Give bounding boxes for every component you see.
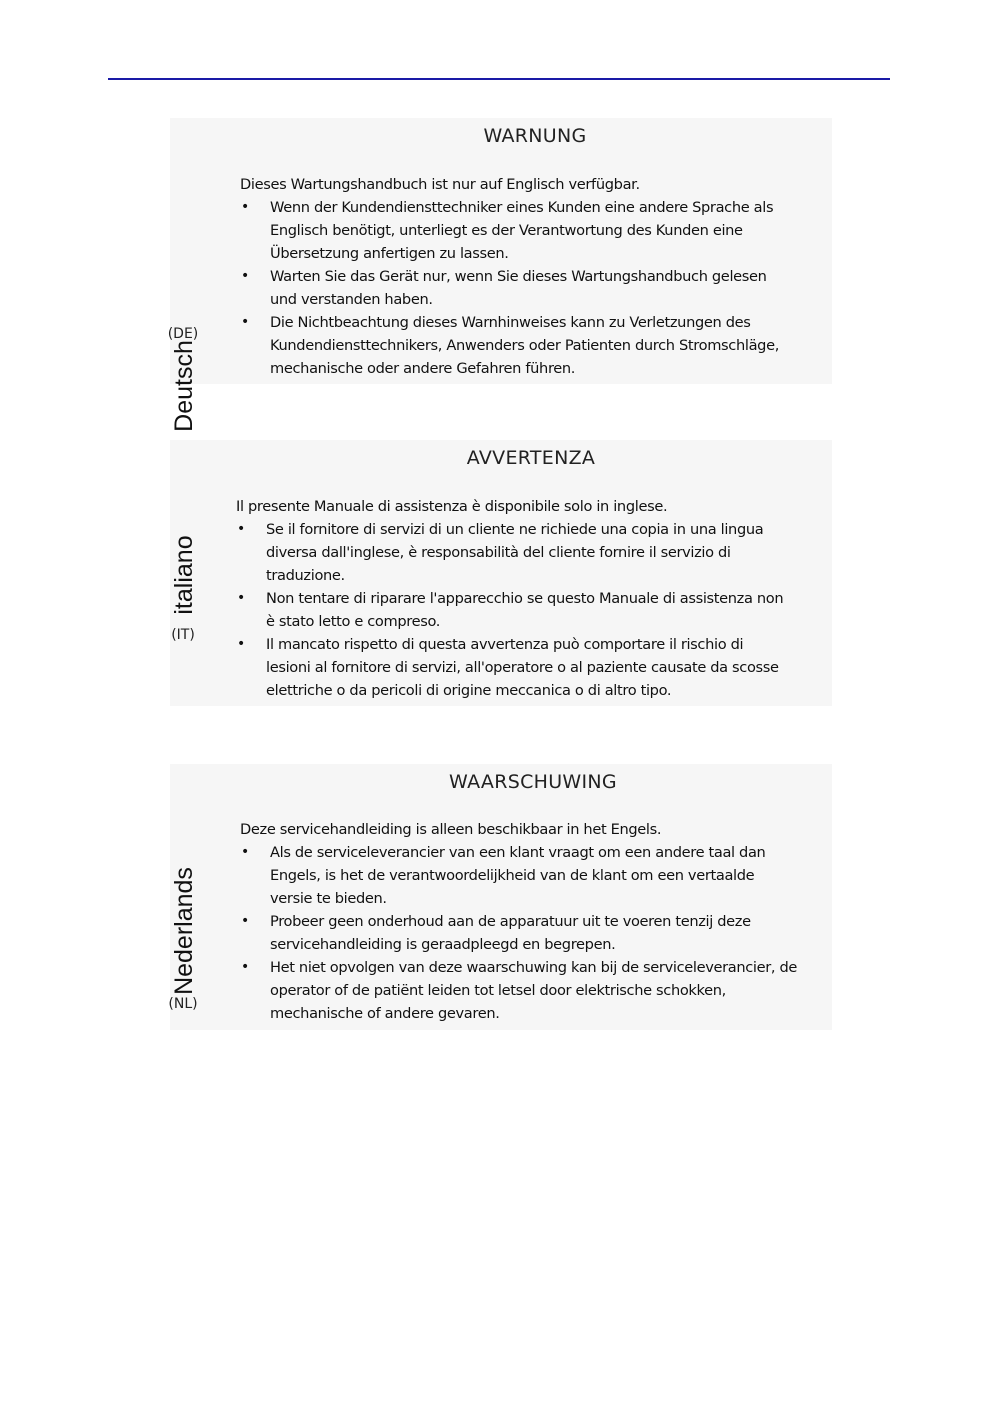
warning-section-it: [160, 440, 832, 710]
warning-heading-nl: WAARSCHUWING: [449, 771, 617, 793]
language-name-nl: Nederlands: [170, 867, 198, 995]
bullet-line: Engels, is het de verantwoordelijkheid van de klant om een vertaalde: [270, 867, 755, 884]
bullet-item: [236, 633, 783, 702]
bullet-icon: •: [241, 268, 249, 284]
bullet-line: Wenn der Kundendiensttechniker eines Kunden eine andere Sprache als: [270, 199, 774, 216]
bullet-line: servicehandleiding is geraadpleegd en begrepen.: [270, 936, 616, 953]
language-label-it: [160, 440, 208, 706]
warning-intro-de: Dieses Wartungshandbuch ist nur auf Englisch verfügbar.: [240, 176, 640, 193]
bullet-line: traduzione.: [266, 567, 345, 584]
bullet-line: versie te bieden.: [270, 890, 387, 907]
bullet-item: [240, 841, 797, 910]
warning-intro-nl: Deze servicehandleiding is alleen beschikbaar in het Engels.: [240, 821, 662, 838]
bullet-icon: •: [241, 314, 249, 330]
bullet-line: Englisch benötigt, unterliegt es der Verantwortung des Kunden eine: [270, 222, 743, 239]
bullet-line: Warten Sie das Gerät nur, wenn Sie dieses Wartungshandbuch gelesen: [270, 268, 767, 285]
bullet-line: Il mancato rispetto di questa avvertenza può comportare il rischio di: [266, 636, 744, 653]
warning-section-nl: [160, 764, 832, 1034]
bullet-item: [240, 910, 797, 956]
bullet-line: è stato letto e compreso.: [266, 613, 441, 630]
bullet-icon: •: [241, 913, 249, 929]
warning-heading-it: AVVERTENZA: [466, 447, 596, 469]
bullet-line: lesioni al fornitore di servizi, all'operatore o al paziente causate da scosse: [266, 659, 779, 676]
language-code-it: (IT): [171, 627, 195, 643]
bullet-line: Als de serviceleverancier van een klant vraagt om een andere taal dan: [270, 844, 766, 861]
bullet-line: mechanische of andere gevaren.: [270, 1005, 500, 1022]
bullet-line: Non tentare di riparare l'apparecchio se questo Manuale di assistenza non: [266, 590, 784, 607]
language-name-de: Deutsch: [170, 340, 198, 432]
bullet-line: Übersetzung anfertigen zu lassen.: [270, 245, 509, 262]
bullet-item: [240, 311, 779, 380]
bullet-line: Probeer geen onderhoud aan de apparatuur uit te voeren tenzij deze: [270, 913, 751, 930]
language-name-it: italiano: [170, 535, 198, 615]
warning-bullets-de: [240, 196, 779, 380]
bullet-item: [240, 196, 779, 265]
language-label-nl: [160, 764, 208, 1030]
header-rule: [108, 78, 890, 80]
bullet-icon: •: [237, 636, 245, 652]
bullet-icon: •: [237, 590, 245, 606]
bullet-line: diversa dall'inglese, è responsabilità del cliente fornire il servizio di: [266, 544, 731, 561]
bullet-line: Die Nichtbeachtung dieses Warnhinweises kann zu Verletzungen des: [270, 314, 751, 331]
language-code-nl: (NL): [168, 996, 198, 1012]
warning-heading-de: WARNUNG: [483, 125, 587, 147]
bullet-line: Se il fornitore di servizi di un cliente ne richiede una copia in una lingua: [266, 521, 764, 538]
bullet-line: mechanische oder andere Gefahren führen.: [270, 360, 576, 377]
bullet-line: Kundendiensttechnikers, Anwenders oder Patienten durch Stromschläge,: [270, 337, 780, 354]
warning-intro-it: Il presente Manuale di assistenza è disponibile solo in inglese.: [236, 498, 668, 515]
bullet-icon: •: [241, 199, 249, 215]
bullet-icon: •: [241, 959, 249, 975]
warning-bullets-it: [236, 518, 783, 702]
warning-section-de: [160, 118, 832, 432]
bullet-icon: •: [237, 521, 245, 537]
bullet-line: operator of de patiënt leiden tot letsel door elektrische schokken,: [270, 982, 726, 999]
bullet-item: [240, 956, 797, 1025]
language-label-de: [160, 118, 208, 432]
bullet-icon: •: [241, 844, 249, 860]
language-code-de: (DE): [167, 326, 199, 342]
bullet-line: elettriche o da pericoli di origine meccanica o di altro tipo.: [266, 682, 672, 699]
bullet-item: [236, 587, 783, 633]
bullet-line: Het niet opvolgen van deze waarschuwing kan bij de serviceleverancier, de: [270, 959, 798, 976]
bullet-line: und verstanden haben.: [270, 291, 433, 308]
warning-bullets-nl: [240, 841, 797, 1025]
bullet-item: [236, 518, 783, 587]
bullet-item: [240, 265, 779, 311]
